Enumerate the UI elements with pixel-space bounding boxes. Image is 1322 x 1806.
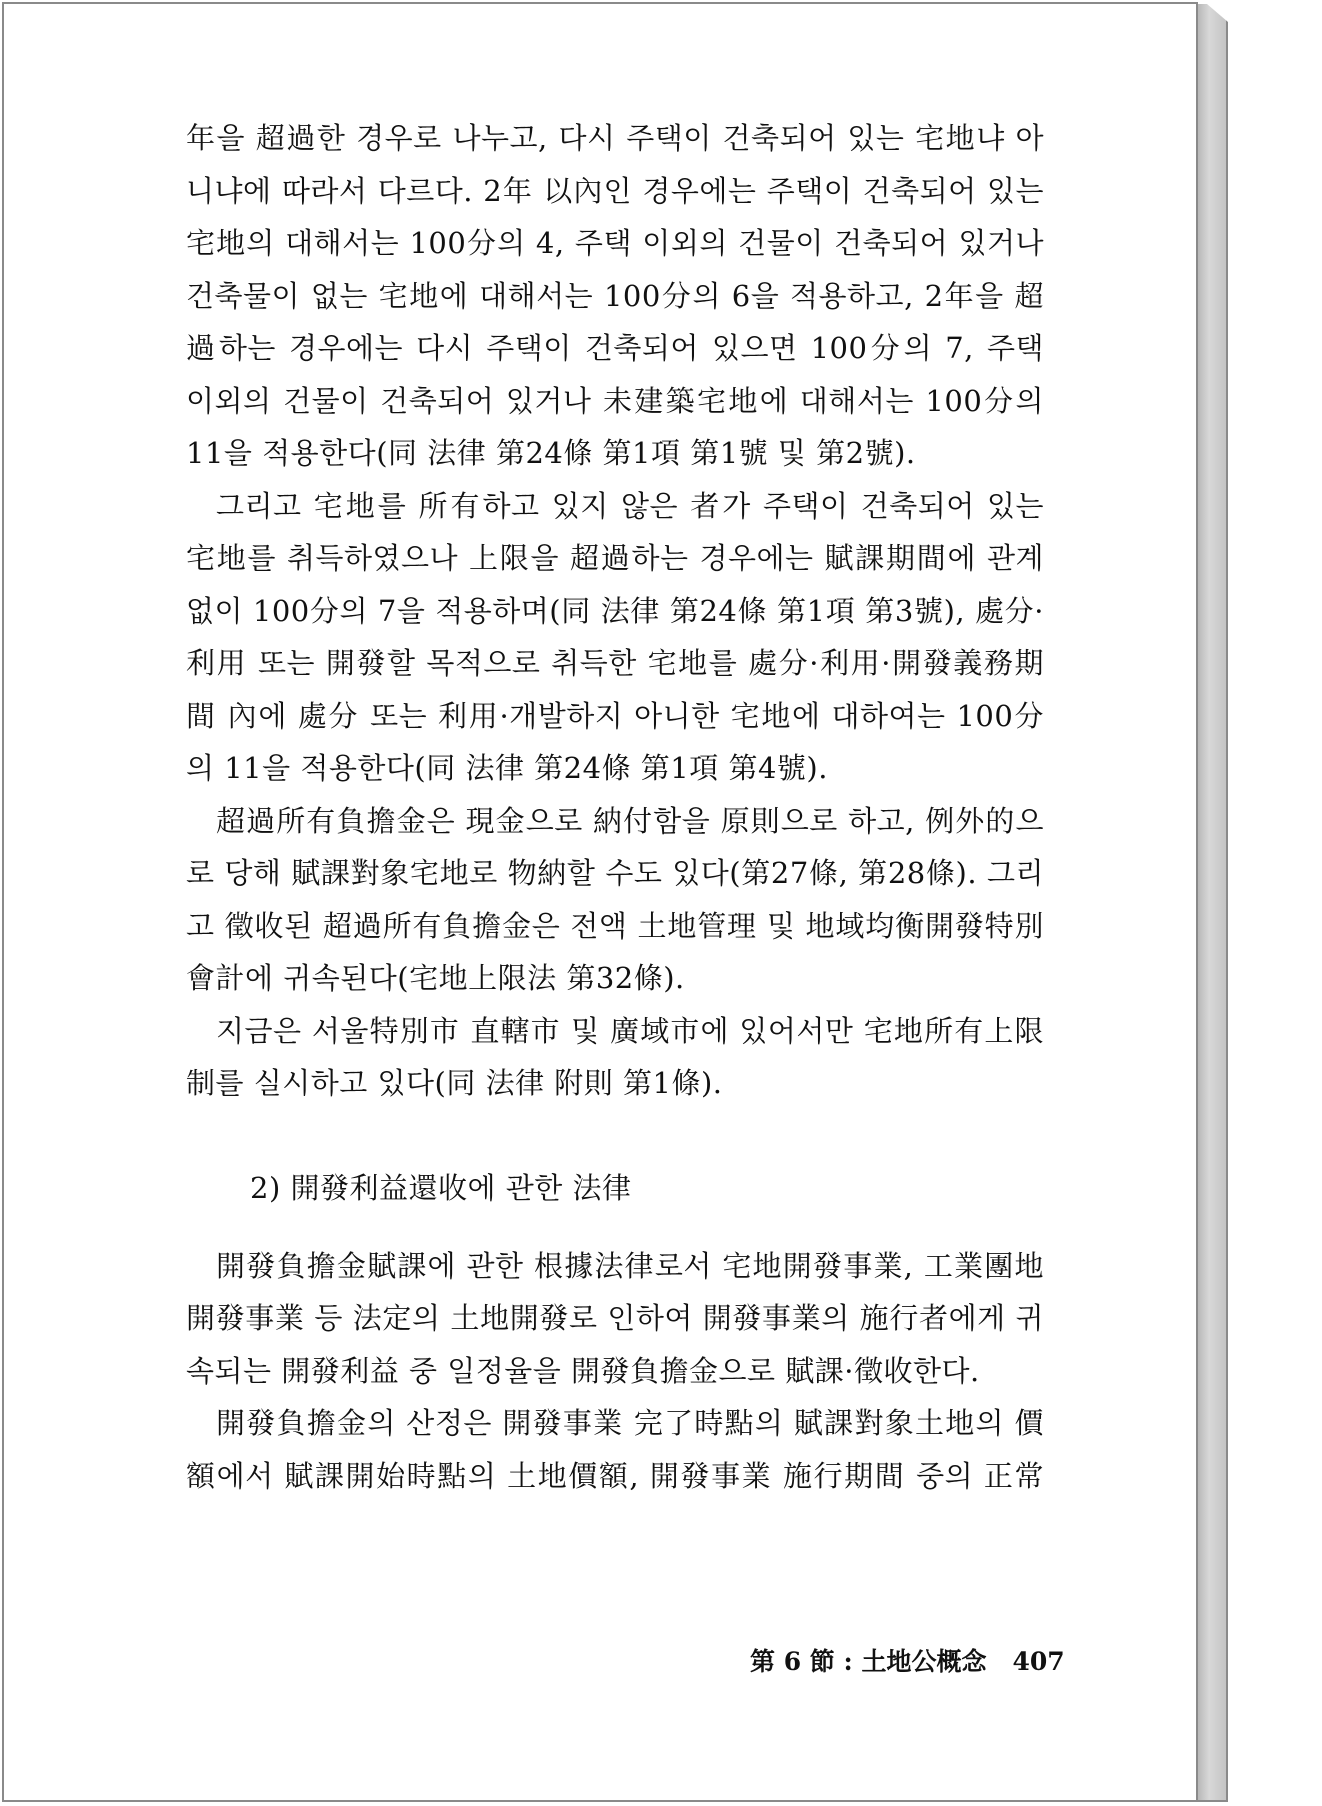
- section-heading: 2) 開發利益還收에 관한 法律: [250, 1170, 632, 1205]
- page-number: 407: [1012, 1647, 1065, 1676]
- running-head: 第 6 節 : 土地公概念: [750, 1647, 987, 1676]
- paragraph-4: 지금은 서울特別市 直轄市 및 廣域市에 있어서만 宅地所有上限制를 실시하고 있다(同 法律 附則 第1條).: [186, 1013, 1044, 1100]
- paragraph-3: 超過所有負擔金은 現金으로 納付함을 原則으로 하고, 例外的으로 당해 賦課對象宅地로 物納할 수도 있다(第27條, 第28條). 그리고 徵收된 超過所有負擔金은 전액 土地管理 및 地域均衡開發特別會計에 귀속된다(宅地上限法 第32條).: [186, 803, 1044, 995]
- page-footer: [750, 1642, 1065, 1678]
- page-stack-edge: [1198, 4, 1228, 1802]
- paragraph-1: 年을 超過한 경우로 나누고, 다시 주택이 건축되어 있는 宅地냐 아니냐에 따라서 다르다. 2年 以內인 경우에는 주택이 건축되어 있는 宅地의 대해서는 100分의 4, 주택 이외의 건물이 건축되어 있거나 건축물이 없는 宅地에 대해서는 100分의 6을 적용하고, 2年을 超過하는 경우에는 다시 주택이 건축되어 있으면 100分의 7, 주택 이외의 건물이 건축되어 있거나 未建築宅地에 대해서는 100分의 11을 적용한다(同 法律 第24條 第1項 第1號 및 第2號).: [186, 121, 1044, 470]
- body-text: [186, 112, 1044, 1502]
- paragraph-2: 그리고 宅地를 所有하고 있지 않은 者가 주택이 건축되어 있는 宅地를 취득하였으나 上限을 超過하는 경우에는 賦課期間에 관계없이 100分의 7을 적용하며(同 法律 第24條 第1項 第3號), 處分·利用 또는 開發할 목적으로 취득한 宅地를 處分·利用·開發義務期間 內에 處分 또는 利用·개발하지 아니한 宅地에 대하여는 100分의 11을 적용한다(同 法律 第24條 第1項 第4號).: [186, 488, 1044, 785]
- paragraph-6: 開發負擔金의 산정은 開發事業 完了時點의 賦課對象土地의 價額에서 賦課開始時點의 土地價額, 開發事業 施行期間 중의 正常: [186, 1406, 1044, 1493]
- paragraph-5: 開發負擔金賦課에 관한 根據法律로서 宅地開發事業, 工業團地開發事業 등 法定의 土地開發로 인하여 開發事業의 施行者에게 귀속되는 開發利益 중 일정율을 開發負擔金으로 賦課·徵收한다.: [186, 1248, 1044, 1388]
